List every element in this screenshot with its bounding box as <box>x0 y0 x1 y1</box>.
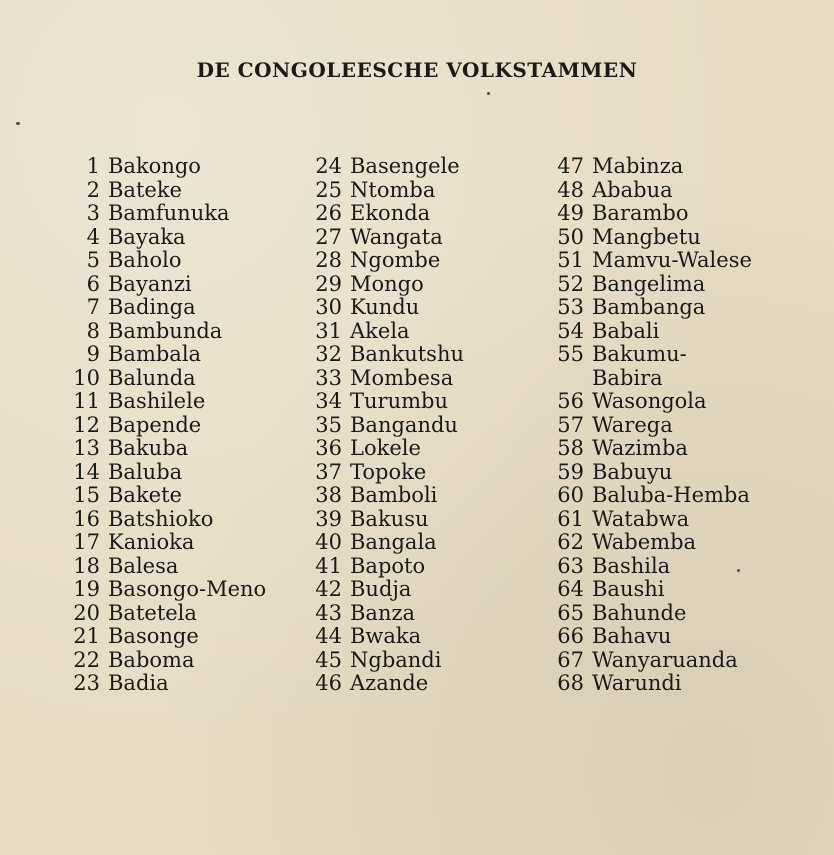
list-item <box>64 649 266 673</box>
list-item <box>548 155 752 179</box>
tribe-name: Bambunda <box>108 318 223 343</box>
paper-speck <box>16 122 20 125</box>
tribe-name: Baholo <box>108 248 182 272</box>
tribe-name: Bapoto <box>350 553 426 578</box>
tribe-name: Ngbandi <box>350 647 442 672</box>
tribe-number: 7 <box>86 295 100 319</box>
tribe-number: 55 <box>557 342 584 366</box>
tribe-name: Mamvu-Walese <box>592 248 752 272</box>
list-item <box>548 578 752 602</box>
tribe-name: Badinga <box>108 295 196 319</box>
list-item <box>548 625 752 649</box>
tribe-name: Batetela <box>108 600 197 625</box>
tribe-number: 43 <box>315 600 342 625</box>
list-item <box>64 367 266 391</box>
tribe-number: 36 <box>315 436 342 460</box>
tribe-name: Kundu <box>350 295 420 319</box>
tribe-number: 23 <box>73 671 100 695</box>
tribe-name: Bangandu <box>350 412 458 437</box>
tribe-number: 29 <box>315 271 342 296</box>
paper-speck <box>487 92 490 95</box>
tribe-number: 42 <box>315 577 342 601</box>
list-item <box>64 414 266 438</box>
tribe-number: 34 <box>315 389 342 413</box>
tribe-number: 47 <box>557 154 584 178</box>
tribe-number: 8 <box>86 318 100 343</box>
list-item <box>306 179 464 203</box>
tribe-name: Bambala <box>108 342 202 366</box>
list-item <box>306 367 464 391</box>
list-item <box>548 390 752 414</box>
tribe-number: 21 <box>73 624 100 648</box>
tribe-number: 16 <box>73 506 100 531</box>
tribe-name: Mangbetu <box>592 224 701 249</box>
tribe-name: Ngombe <box>350 248 441 272</box>
list-item <box>306 555 464 579</box>
tribe-name: Wazimba <box>592 436 688 460</box>
tribe-number: 27 <box>315 224 342 249</box>
tribe-name: Bashilele <box>108 389 206 413</box>
tribe-column-2 <box>306 155 464 696</box>
tribe-name: Budja <box>350 577 412 601</box>
tribe-name: Bakongo <box>108 154 201 178</box>
tribe-number: 32 <box>315 342 342 366</box>
tribe-number: 20 <box>73 600 100 625</box>
list-item <box>306 390 464 414</box>
list-item <box>64 461 266 485</box>
list-item <box>64 602 266 626</box>
list-item <box>306 625 464 649</box>
tribe-name: Turumbu <box>350 389 448 413</box>
list-item <box>306 414 464 438</box>
list-item <box>64 555 266 579</box>
tribe-name: Babira <box>592 365 663 390</box>
list-item <box>548 602 752 626</box>
list-item <box>306 578 464 602</box>
list-item <box>64 672 266 696</box>
tribe-name: Babuyu <box>592 459 673 484</box>
list-item <box>64 508 266 532</box>
list-item <box>548 461 752 485</box>
list-item <box>306 273 464 297</box>
tribe-number: 11 <box>73 389 100 413</box>
tribe-number: 26 <box>315 201 342 225</box>
list-item <box>306 249 464 273</box>
tribe-number: 18 <box>73 553 100 578</box>
tribe-number: 28 <box>315 248 342 272</box>
tribe-name: Barambo <box>592 201 689 225</box>
tribe-name: Bashila <box>592 553 671 578</box>
tribe-number: 35 <box>315 412 342 437</box>
tribe-number: 15 <box>73 483 100 507</box>
tribe-number: 39 <box>315 506 342 531</box>
tribe-name: Wangata <box>350 224 443 249</box>
tribe-name: Baluba-Hemba <box>592 483 750 507</box>
list-item <box>306 320 464 344</box>
list-item <box>548 414 752 438</box>
list-item <box>64 578 266 602</box>
tribe-number: 49 <box>557 201 584 225</box>
list-item <box>548 179 752 203</box>
tribe-name: Bahavu <box>592 624 672 648</box>
tribe-name: Bapende <box>108 412 202 437</box>
tribe-number: 3 <box>86 201 100 225</box>
tribe-name: Bayaka <box>108 224 186 249</box>
list-item <box>64 390 266 414</box>
tribe-number: 19 <box>73 577 100 601</box>
list-item <box>548 226 752 250</box>
list-item <box>64 155 266 179</box>
tribe-number: 48 <box>557 177 584 202</box>
tribe-name: Ababua <box>592 177 673 202</box>
list-item <box>64 202 266 226</box>
tribe-name: Ntomba <box>350 177 436 202</box>
tribe-name: Bakusu <box>350 506 429 531</box>
tribe-number: 46 <box>315 671 342 695</box>
tribe-number: 1 <box>86 154 100 178</box>
tribe-number: 64 <box>557 577 584 601</box>
list-item <box>548 273 752 297</box>
list-item <box>548 343 752 367</box>
list-item <box>548 531 752 555</box>
tribe-number: 12 <box>73 412 100 437</box>
tribe-name: Batshioko <box>108 506 214 531</box>
tribe-column-3 <box>548 155 752 696</box>
tribe-name: Badia <box>108 671 169 695</box>
tribe-name: Basonge <box>108 624 199 648</box>
tribe-number: 14 <box>73 459 100 484</box>
tribe-name: Kanioka <box>108 530 195 554</box>
tribe-name: Baluba <box>108 459 183 484</box>
tribe-number: 45 <box>315 647 342 672</box>
tribe-number: 52 <box>557 271 584 296</box>
list-item <box>548 202 752 226</box>
tribe-name: Balesa <box>108 553 179 578</box>
tribe-name: Bamfunuka <box>108 201 230 225</box>
tribe-number: 54 <box>557 318 584 343</box>
list-item <box>64 273 266 297</box>
list-item <box>306 343 464 367</box>
tribe-number: 33 <box>315 365 342 390</box>
tribe-number: 58 <box>557 436 584 460</box>
tribe-number: 9 <box>86 342 100 366</box>
tribe-number: 44 <box>315 624 342 648</box>
tribe-number: 37 <box>315 459 342 484</box>
tribe-number: 65 <box>557 600 584 625</box>
list-item <box>548 367 752 391</box>
list-item <box>548 484 752 508</box>
list-item <box>548 320 752 344</box>
tribe-number: 63 <box>557 553 584 578</box>
tribe-name: Basongo-Meno <box>108 577 267 601</box>
list-item <box>548 296 752 320</box>
tribe-name: Mombesa <box>350 365 454 390</box>
list-item <box>64 484 266 508</box>
tribe-number: 24 <box>315 154 342 178</box>
tribe-number: 50 <box>557 224 584 249</box>
tribe-name: Wasongola <box>592 389 707 413</box>
list-item <box>306 484 464 508</box>
list-item <box>64 531 266 555</box>
tribe-name: Bakete <box>108 483 182 507</box>
list-item <box>548 508 752 532</box>
list-item <box>548 672 752 696</box>
tribe-number: 62 <box>557 530 584 554</box>
tribe-name: Bankutshu <box>350 342 464 366</box>
list-item <box>64 320 266 344</box>
tribe-number: 40 <box>315 530 342 554</box>
tribe-name: Topoke <box>350 459 427 484</box>
tribe-number: 22 <box>73 647 100 672</box>
list-item <box>306 296 464 320</box>
list-item <box>64 296 266 320</box>
tribe-name: Lokele <box>350 436 421 460</box>
list-item <box>306 508 464 532</box>
tribe-name: Bakumu- <box>592 342 687 366</box>
list-item <box>306 531 464 555</box>
tribe-name: Mabinza <box>592 154 684 178</box>
list-item <box>306 649 464 673</box>
tribe-name: Mongo <box>350 271 424 296</box>
tribe-number: 30 <box>315 295 342 319</box>
list-item <box>548 555 752 579</box>
list-item <box>306 226 464 250</box>
tribe-number: 4 <box>86 224 100 249</box>
tribe-number: 5 <box>86 248 100 272</box>
tribe-number: 2 <box>86 177 100 202</box>
tribe-number: 68 <box>557 671 584 695</box>
list-item <box>64 437 266 461</box>
page-title: DE CONGOLEESCHE VOLKSTAMMEN <box>196 58 638 82</box>
tribe-name: Bakuba <box>108 436 189 460</box>
list-item <box>548 649 752 673</box>
tribe-name: Bahunde <box>592 600 687 625</box>
tribe-number: 53 <box>557 295 584 319</box>
tribe-name: Bateke <box>108 177 182 202</box>
tribe-number: 31 <box>315 318 342 343</box>
list-item <box>64 226 266 250</box>
tribe-name: Bamboli <box>350 483 438 507</box>
tribe-name: Baboma <box>108 647 195 672</box>
list-item <box>64 179 266 203</box>
list-item <box>64 249 266 273</box>
paper-speck <box>737 569 740 572</box>
tribe-number: 41 <box>315 553 342 578</box>
tribe-number: 57 <box>557 412 584 437</box>
tribe-number: 67 <box>557 647 584 672</box>
tribe-name: Bangelima <box>592 271 706 296</box>
list-item <box>548 437 752 461</box>
list-item <box>64 625 266 649</box>
tribe-name: Bangala <box>350 530 437 554</box>
tribe-name: Wabemba <box>592 530 697 554</box>
tribe-name: Warega <box>592 412 673 437</box>
list-item <box>306 202 464 226</box>
tribe-number: 25 <box>315 177 342 202</box>
list-item <box>306 672 464 696</box>
tribe-number: 38 <box>315 483 342 507</box>
tribe-name: Babali <box>592 318 660 343</box>
tribe-number: 17 <box>73 530 100 554</box>
list-item <box>306 437 464 461</box>
tribe-number: 60 <box>557 483 584 507</box>
tribe-name: Azande <box>350 671 429 695</box>
tribe-name: Bwaka <box>350 624 422 648</box>
tribe-column-1 <box>64 155 266 696</box>
tribe-number: 13 <box>73 436 100 460</box>
tribe-name: Bayanzi <box>108 271 192 296</box>
tribe-number: 6 <box>86 271 100 296</box>
tribe-name: Basengele <box>350 154 460 178</box>
tribe-name: Watabwa <box>592 506 690 531</box>
list-item <box>64 343 266 367</box>
tribe-number: 61 <box>557 506 584 531</box>
tribe-number: 10 <box>73 365 100 390</box>
tribe-name: Ekonda <box>350 201 431 225</box>
tribe-number: 66 <box>557 624 584 648</box>
list-item <box>548 249 752 273</box>
tribe-name: Warundi <box>592 671 682 695</box>
list-item <box>306 155 464 179</box>
tribe-number: 59 <box>557 459 584 484</box>
tribe-name: Banza <box>350 600 416 625</box>
tribe-name: Balunda <box>108 365 196 390</box>
list-item <box>306 602 464 626</box>
list-item <box>306 461 464 485</box>
tribe-number: 56 <box>557 389 584 413</box>
tribe-number: 51 <box>557 248 584 272</box>
tribe-name: Baushi <box>592 577 665 601</box>
tribe-name: Akela <box>350 318 410 343</box>
tribe-name: Wanyaruanda <box>592 647 738 672</box>
tribe-name: Bambanga <box>592 295 706 319</box>
